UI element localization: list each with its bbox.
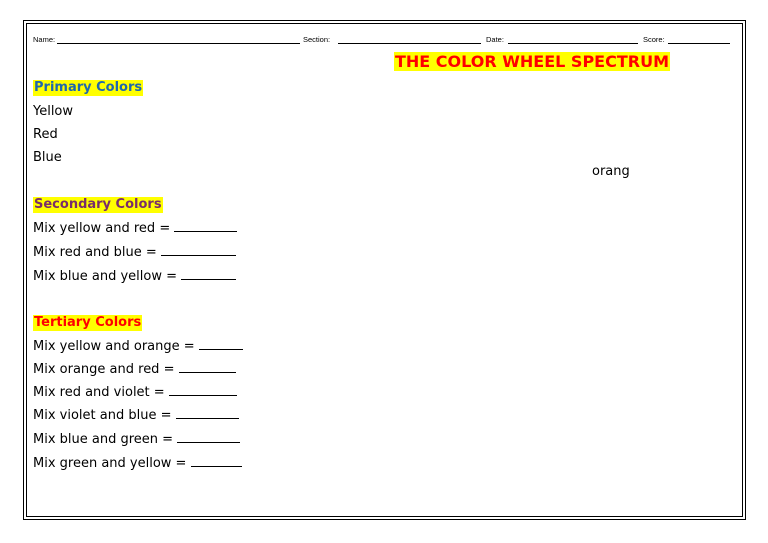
question-text: Mix yellow and orange = [33,339,195,354]
tertiary-question-5 [33,431,240,448]
tertiary-colors-heading: Tertiary Colors [34,315,142,330]
answer-blank[interactable] [191,455,242,467]
secondary-colors-heading: Secondary Colors [34,197,162,212]
answer-blank[interactable] [177,431,240,443]
secondary-question-1 [33,220,237,237]
tertiary-question-6 [33,455,242,472]
tertiary-question-3 [33,384,237,401]
question-text: Mix blue and yellow = [33,269,178,284]
tertiary-question-4 [33,407,239,424]
secondary-question-3 [33,268,236,285]
question-text: Mix blue and green = [33,432,174,447]
answer-blank[interactable] [199,338,243,350]
answer-blank[interactable] [176,407,239,419]
answer-blank[interactable] [169,384,237,396]
date-label: Date: [486,35,504,44]
tertiary-question-1 [33,338,243,355]
score-label: Score: [643,35,665,44]
section-label: Section: [303,35,331,44]
answer-blank[interactable] [181,268,236,280]
question-text: Mix yellow and red = [33,221,171,236]
page-title: THE COLOR WHEEL SPECTRUM [395,52,669,71]
section-field-line [338,43,481,44]
primary-item-yellow: Yellow [33,104,74,119]
answer-blank[interactable] [161,244,236,256]
question-text: Mix red and violet = [33,385,165,400]
answer-blank[interactable] [179,361,236,373]
question-text: Mix orange and red = [33,362,175,377]
stray-text: orang [592,164,630,179]
primary-item-blue: Blue [33,150,62,165]
answer-blank[interactable] [174,220,237,232]
tertiary-question-2 [33,361,236,378]
score-field-line [668,43,730,44]
question-text: Mix violet and blue = [33,408,172,423]
name-label: Name: [33,35,56,44]
question-text: Mix green and yellow = [33,456,187,471]
date-field-line [508,43,638,44]
name-field-line [57,43,300,44]
secondary-question-2 [33,244,236,261]
primary-colors-heading: Primary Colors [34,80,143,95]
primary-item-red: Red [33,127,58,142]
question-text: Mix red and blue = [33,245,157,260]
